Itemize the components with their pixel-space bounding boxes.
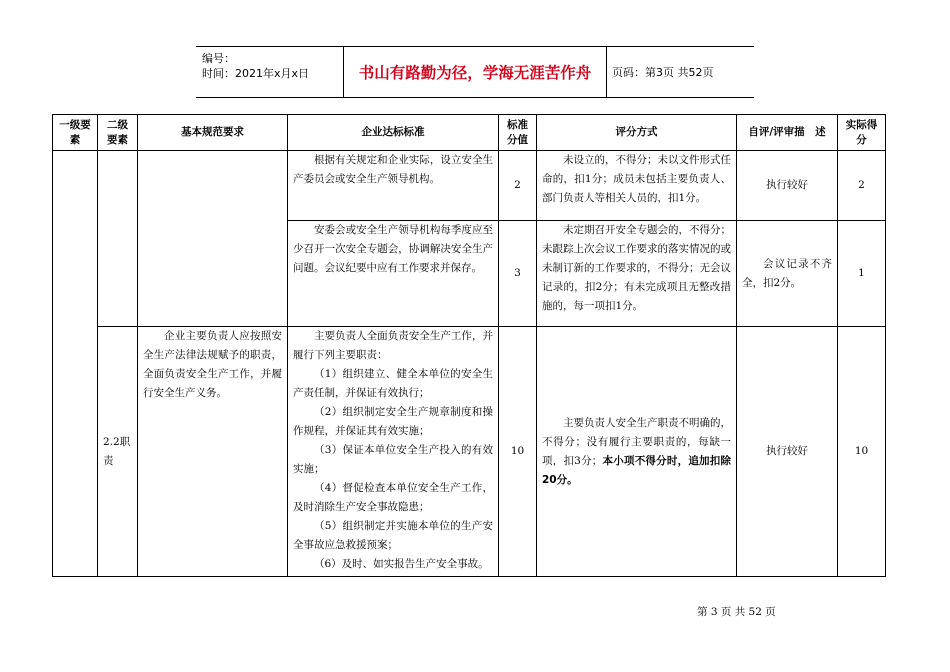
level1-cell	[53, 151, 98, 577]
criteria-line: （6）及时、如实报告生产安全事故。	[314, 558, 489, 570]
criteria-line: （5）组织制定并实施本单位的生产安全事故应急救援预案；	[293, 520, 493, 551]
method-bold-text: 本小项不得分时，追加扣除20分。	[542, 454, 732, 486]
header-std-score: 标准分值	[499, 115, 537, 151]
criteria-cell	[288, 327, 499, 577]
header-level2: 二级要素	[98, 115, 138, 151]
self-eval-cell: 执行较好	[737, 327, 838, 577]
method-cell	[537, 327, 737, 577]
table-row	[53, 151, 886, 221]
header-method: 评分方式	[537, 115, 737, 151]
number-label: 编号：	[202, 52, 235, 65]
level2-cell-empty	[98, 151, 138, 327]
std-score-cell: 2	[499, 151, 537, 221]
method-text: 主要负责人安全生产职责不明确的，不得分；没有履行主要职责的，每缺一项，扣3分；	[542, 416, 731, 467]
actual-score-cell: 1	[838, 221, 886, 327]
header-actual: 实际得分	[838, 115, 886, 151]
criteria-line: 主要负责人全面负责安全生产工作，并履行下列主要职责：	[293, 330, 493, 361]
basic-cell-empty	[138, 151, 288, 327]
table-header-row	[53, 115, 886, 151]
actual-score-cell: 2	[838, 151, 886, 221]
page-header	[196, 46, 754, 98]
basic-cell: 企业主要负责人应按照安全生产法律法规赋予的职责，全面负责安全生产工作，并履行安全生产义务。	[138, 327, 288, 577]
criteria-line: （4）督促检查本单位安全生产工作，及时消除生产安全事故隐患；	[293, 482, 493, 513]
std-score-cell: 3	[499, 221, 537, 327]
criteria-cell: 安委会或安全生产领导机构每季度应至少召开一次安全专题会，协调解决安全生产问题。会议纪要中应有工作要求并保存。	[288, 221, 499, 327]
criteria-line: （3）保证本单位安全生产投入的有效实施；	[293, 444, 493, 475]
criteria-line: （1）组织建立、健全本单位的安全生产责任制，并保证有效执行；	[293, 368, 493, 399]
header-criteria: 企业达标标准	[288, 115, 499, 151]
time-label: 时间：2021年x月x日	[202, 67, 310, 80]
criteria-cell: 根据有关规定和企业实际，设立安全生产委员会或安全生产领导机构。	[288, 151, 499, 221]
header-level1: 一级要素	[53, 115, 98, 151]
std-score-cell: 10	[499, 327, 537, 577]
method-cell: 未定期召开安全专题会的，不得分；未跟踪上次会议工作要求的落实情况的或未制订新的工作要求的，不得分；无会议记录的，扣2分；有未完成项且无整改措施的，每一项扣1分。	[537, 221, 737, 327]
method-cell: 未设立的，不得分；未以文件形式任命的，扣1分；成员未包括主要负责人、部门负责人等相关人员的，扣1分。	[537, 151, 737, 221]
motto-text: 书山有路勤为径，学海无涯苦作舟	[343, 47, 607, 97]
actual-score-cell: 10	[838, 327, 886, 577]
page-footer: 第 3 页 共 52 页	[697, 606, 776, 618]
self-eval-cell: 会议记录不齐全，扣2分。	[737, 221, 838, 327]
page-code: 页码：第3页 共52页	[612, 66, 714, 79]
standards-table	[52, 114, 886, 577]
self-eval-cell: 执行较好	[737, 151, 838, 221]
level2-cell: 2.2职责	[98, 327, 138, 577]
table-row	[53, 327, 886, 577]
header-basic: 基本规范要求	[138, 115, 288, 151]
header-self-eval: 自评/评审描 述	[737, 115, 838, 151]
header-left	[202, 51, 309, 81]
criteria-line: （2）组织制定安全生产规章制度和操作规程，并保证其有效实施；	[293, 406, 493, 437]
